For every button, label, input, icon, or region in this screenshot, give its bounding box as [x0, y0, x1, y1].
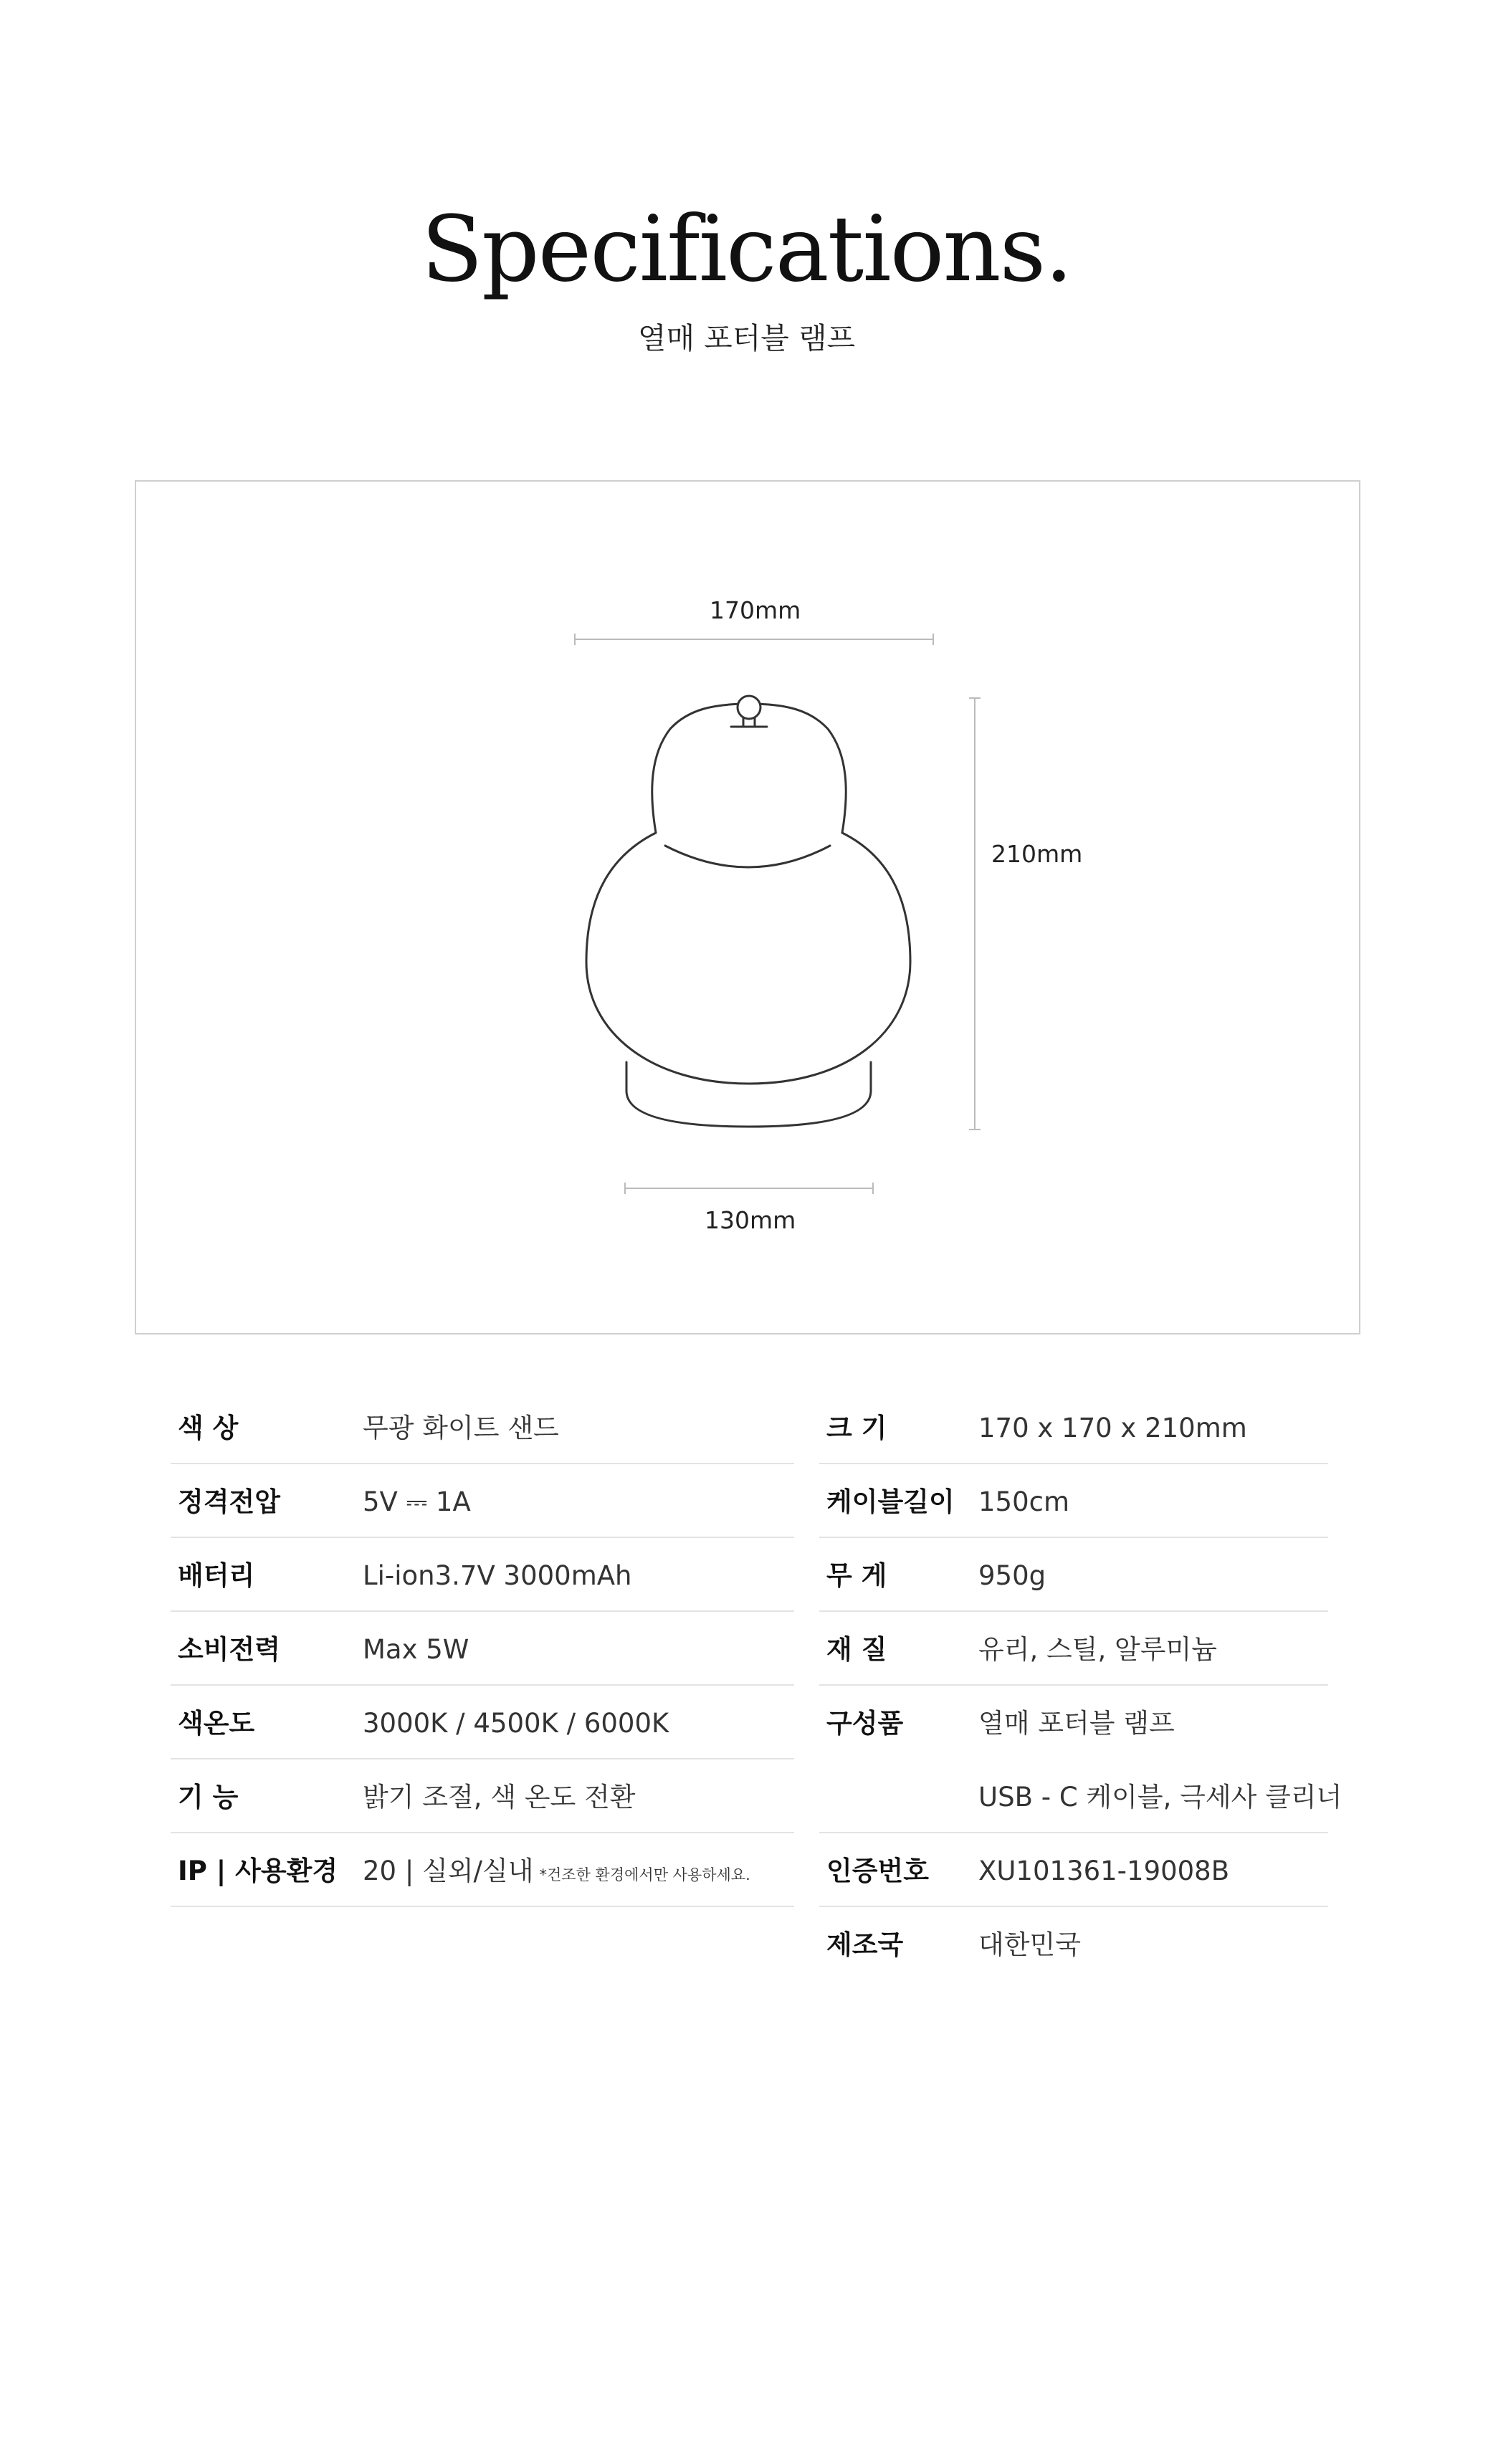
spec-value: 열매 포터블 램프: [978, 1708, 1175, 1739]
spec-label: 제조국: [826, 1929, 904, 1960]
spec-row-components: [819, 1686, 1328, 1759]
spec-value: XU101361-19008B: [978, 1856, 1230, 1886]
spec-label: 무 게: [826, 1560, 887, 1591]
spec-value: 대한민국: [978, 1929, 1081, 1960]
spec-value: 170 x 170 x 210mm: [978, 1413, 1247, 1443]
lamp-body: [586, 696, 910, 1127]
spec-label: 기 능: [178, 1782, 239, 1813]
top-width-label: 170mm: [710, 596, 801, 624]
spec-label: 색온도: [178, 1708, 255, 1739]
spec-value: 150cm: [978, 1486, 1070, 1517]
spec-value: 무광 화이트 샌드: [363, 1413, 559, 1443]
spec-value: 밝기 조절, 색 온도 전환: [363, 1782, 636, 1813]
spec-value: 3000K / 4500K / 6000K: [363, 1708, 669, 1739]
spec-row-cable-length: [819, 1464, 1328, 1538]
spec-row-components-extra: [819, 1759, 1342, 1833]
spec-label: IP | 사용환경: [178, 1856, 338, 1886]
base-width-dimension-line: [625, 1183, 873, 1194]
spec-value: 950g: [978, 1560, 1046, 1591]
spec-row-color: [171, 1390, 794, 1464]
spec-row-power: [171, 1612, 794, 1686]
spec-row-function: [171, 1759, 794, 1833]
top-width-dimension-line: [575, 634, 933, 645]
spec-row-country: [819, 1907, 1328, 1981]
spec-label: 정격전압: [178, 1486, 280, 1517]
page-title: Specifications.: [421, 196, 1072, 302]
spec-row-ip-environment: [171, 1833, 794, 1907]
spec-label: 구성품: [826, 1708, 904, 1739]
spec-label: 소비전력: [178, 1634, 280, 1665]
spec-value: Li-ion3.7V 3000mAh: [363, 1560, 632, 1591]
spec-table-left: [171, 1390, 794, 1907]
spec-table-right: [819, 1390, 1342, 1981]
spec-label: 케이블길이: [826, 1486, 955, 1517]
base-width-label: 130mm: [705, 1206, 796, 1234]
spec-value: 유리, 스틸, 알루미늄: [978, 1634, 1217, 1665]
spec-row-weight: [819, 1538, 1328, 1612]
height-dimension-line: [969, 698, 981, 1130]
spec-note: *건조한 환경에서만 사용하세요.: [539, 1866, 750, 1883]
spec-value: USB - C 케이블, 극세사 클리너: [978, 1782, 1342, 1813]
spec-label: 색 상: [178, 1413, 239, 1443]
spec-value: Max 5W: [363, 1634, 469, 1665]
product-name: 열매 포터블 램프: [637, 321, 856, 355]
product-dimension-diagram: [135, 480, 1360, 1334]
spec-value: 5V ⎓ 1A: [363, 1486, 471, 1517]
spec-value: 20 | 실외/실내: [363, 1856, 534, 1886]
spec-label: 재 질: [826, 1634, 887, 1665]
spec-label: 크 기: [826, 1413, 887, 1443]
spec-row-size: [819, 1390, 1328, 1464]
spec-value-wrap: [363, 1858, 750, 1884]
height-label: 210mm: [991, 840, 1083, 868]
spec-row-rated-voltage: [171, 1464, 794, 1538]
spec-label: 인증번호: [826, 1856, 929, 1886]
spec-label: 배터리: [178, 1560, 255, 1591]
spec-row-material: [819, 1612, 1328, 1686]
spec-row-certification: [819, 1833, 1328, 1907]
spec-row-color-temperature: [171, 1686, 794, 1759]
spec-row-battery: [171, 1538, 794, 1612]
